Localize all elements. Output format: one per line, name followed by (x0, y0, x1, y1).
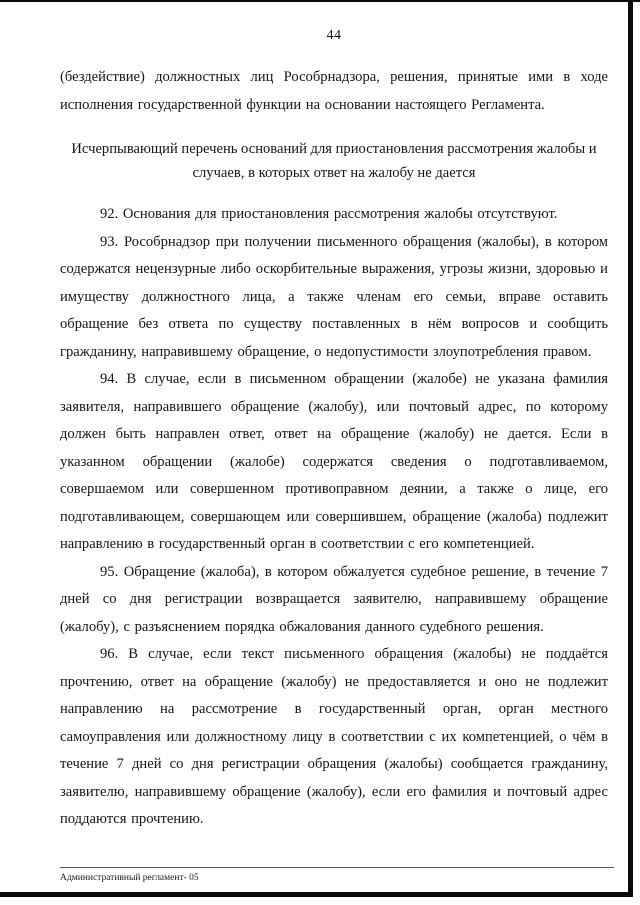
paragraph-continuation: (бездействие) должностных лиц Рособрнадзора, решения, принятые ими в ходе исполнения государственной функции на основании настоящего Регламента. (60, 69, 608, 113)
page-content (60, 28, 608, 834)
paragraph-93: 93. Рособрнадзор при получении письменного обращения (жалобы), в котором содержатся нецензурные либо оскорбительные выражения, угрозы жизни, здоровью и имуществу должностного лица, а также членам его семьи, вправе оставить обращение без ответа по существу поставленных в нём вопросов и сообщить гражданину, направившему обращение, о недопустимости злоупотребления правом. (60, 233, 608, 360)
paragraph-95: 95. Обращение (жалоба), в котором обжалуется судебное решение, в течение 7 дней со дня регистрации возвращается заявителю, направившему обращение (жалобу), с разъяснением порядка обжалования данного судебного решения. (60, 563, 608, 635)
page-number: 44 (326, 28, 342, 43)
paragraph-96: 96. В случае, если текст письменного обращения (жалобы) не поддаётся прочтению, ответ на обращение (жалобу) не предоставляется и оно не подлежит направлению на рассмотрение в государственный орган, орган местного самоуправления или должностному лицу в соответствии с их компетенцией, о чём в течение 7 дней со дня регистрации обращения (жалобы) сообщается гражданину, заявителю, направившему обращение (жалобу), если его фамилия и почтовый адрес поддаются прочтению. (60, 646, 608, 827)
page-footer (60, 867, 614, 883)
paragraph-92: 92. Основания для приостановления рассмотрения жалобы отсутствуют. (100, 206, 558, 222)
section-heading: Исчерпывающий перечень оснований для приостановления рассмотрения жалобы и случаев, в которых ответ на жалобу не дается (71, 141, 597, 181)
footer-label: Административный регламент- 05 (60, 873, 199, 883)
scan-edge-right (628, 0, 633, 897)
scan-edge-bottom (0, 892, 633, 897)
scan-edge-top (0, 0, 640, 2)
paragraph-94: 94. В случае, если в письменном обращении (жалобе) не указана фамилия заявителя, направившего обращение (жалобу), или почтовый адрес, по которому должен быть направлен ответ, ответ на обращение (жалобу) не дается. Если в указанном обращении (жалобе) содержатся сведения о подготавливаемом, совершаемом или совершенном противоправном деянии, а также о лице, его подготавливающем, совершающем или совершившем, обращение (жалоба) подлежит направлению в государственный орган в соответствии с его компетенцией. (60, 371, 608, 552)
